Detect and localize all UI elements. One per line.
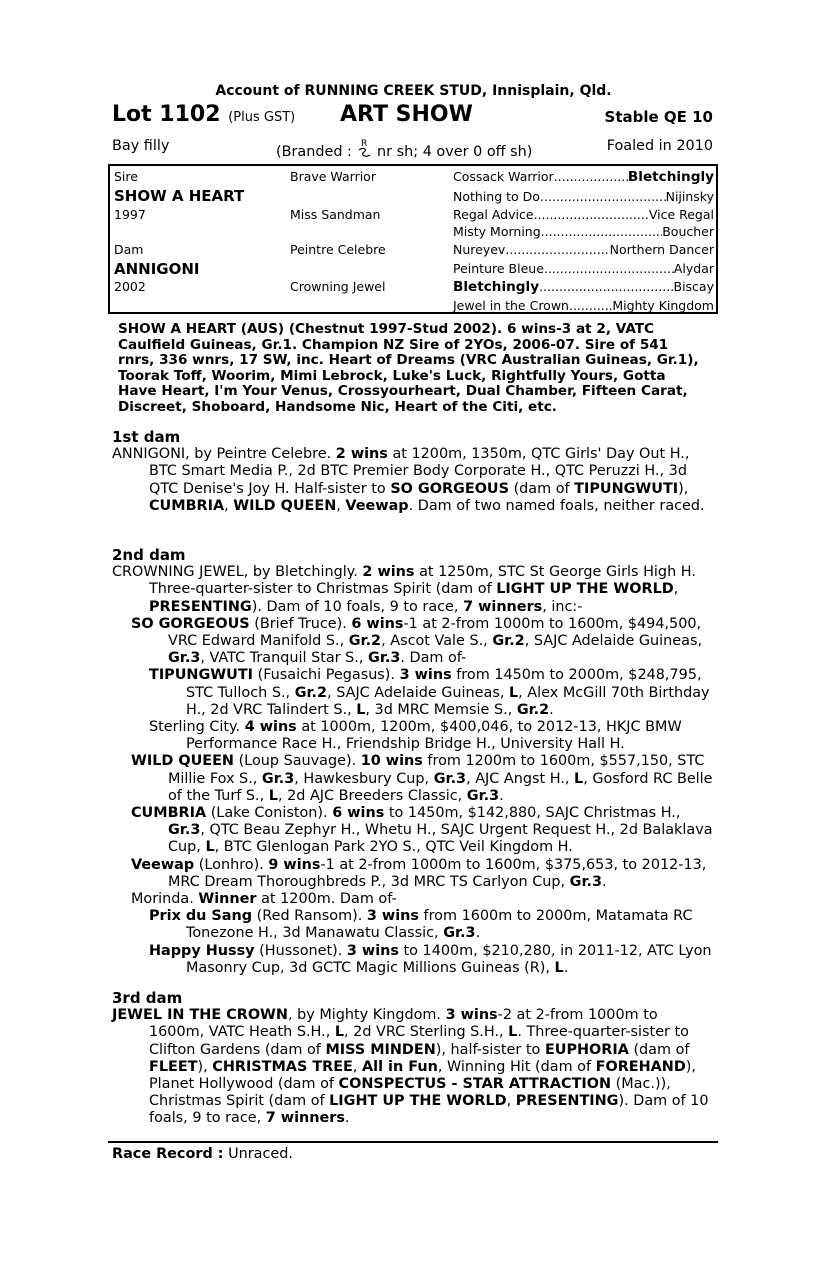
- progeny-tipungwuti: TIPUNGWUTI (Fusaichi Pegasus). 3 wins from 1450m to 2000m, $248,795, STC Tulloch S., Gr.2, SAJC Adelaide Guineas, L, Alex McGill 70th Birthday H., 2d VRC Talindert S., L, 3d MRC Memsie S., Gr.2.: [149, 667, 710, 718]
- grandparent-row: Bletchingly ..... Biscay: [453, 279, 714, 295]
- second-dam-section: [112, 547, 714, 977]
- dam-year: 2002: [114, 279, 146, 294]
- pedigree-table: [108, 164, 718, 314]
- second-dam-intro: CROWNING JEWEL, by Bletchingly. 2 wins at 1250m, STC St George Girls High H. Three-quarter-sister to Christmas Spirit (dam of LIGHT UP THE WORLD, PRESENTING). Dam of 10 foals, 9 to race, 7 winners, inc:-: [112, 564, 696, 615]
- progeny-cumbria: CUMBRIA (Lake Coniston). 6 wins to 1450m, $142,880, SAJC Christmas H., Gr.3, QTC Beau Zephyr H., Whetu H., SAJC Urgent Request H., 2d Balaklava Cup, L, BTC Glenlogan Park 2YO S., QTC Veil Kingdom H.: [131, 805, 713, 856]
- dam-name: ANNIGONI: [114, 260, 200, 278]
- brand-suffix: nr sh; 4 over 0 off sh): [377, 144, 533, 160]
- second-dam-heading: 2nd dam: [112, 546, 186, 564]
- progeny-happy-hussy: Happy Hussy (Hussonet). 3 wins to 1400m, $210,280, in 2011-12, ATC Lyon Masonry Cup, 3d GCTC Magic Millions Guineas (R), L.: [149, 942, 712, 976]
- grandparent-row: Regal Advice ..... Vice Regal: [453, 207, 714, 222]
- progeny-so-gorgeous: SO GORGEOUS (Brief Truce). 6 wins-1 at 2-from 1000m to 1600m, $494,500, VRC Edward Manifold S., Gr.2, Ascot Vale S., Gr.2, SAJC Adelaide Guineas, Gr.3, VATC Tranquil Star S., Gr.3. Dam of-: [131, 615, 703, 667]
- progeny-prix-du-sang: Prix du Sang (Red Ransom). 3 wins from 1600m to 2000m, Matamata RC Tonezone H., 3d Manawatu Classic, Gr.3.: [149, 908, 693, 942]
- first-dam-section: [112, 429, 714, 515]
- svg-text:R: R: [361, 139, 368, 149]
- third-dam-section: [112, 990, 714, 1128]
- grandparent-row: Peinture Bleue ..... Alydar: [453, 261, 714, 276]
- sire-sire: Brave Warrior: [290, 169, 376, 184]
- brand-prefix: (Branded :: [276, 144, 352, 160]
- brand-mark-icon: [356, 138, 372, 160]
- third-dam-text: JEWEL IN THE CROWN, by Mighty Kingdom. 3 wins-2 at 2-from 1000m to 1600m, VATC Heath S.H., L, 2d VRC Sterling S.H., L. Three-quarter-sister to Clifton Gardens (dam of MISS MINDEN), half-sister to EUPHORIA (dam of FLEET), CHRISTMAS TREE, All in Fun, Winning Hit (dam of FOREHAND), Planet Hollywood (dam of CONSPECTUS - STAR ATTRACTION (Mac.)), Christmas Spirit (dam of LIGHT UP THE WORLD, PRESENTING). Dam of 10 foals, 9 to race, 7 winners.: [112, 1007, 709, 1127]
- horse-name: ART SHOW: [340, 102, 473, 127]
- sire-dam: Miss Sandman: [290, 207, 381, 222]
- grandparent-row: Cossack Warrior ..... Bletchingly: [453, 169, 714, 185]
- grandparent-row: Misty Morning ..... Boucher: [453, 224, 714, 239]
- divider: [108, 1141, 718, 1143]
- progeny-wild-queen: WILD QUEEN (Loup Sauvage). 10 wins from 1200m to 1600m, $557,150, STC Millie Fox S., Gr.3, Hawkesbury Cup, Gr.3, AJC Angst H., L, Gosford RC Belle of the Turf S., L, 2d AJC Breeders Classic, Gr.3.: [131, 753, 713, 804]
- dam-dam: Crowning Jewel: [290, 279, 386, 294]
- dam-label: Dam: [114, 242, 144, 257]
- account-line: Account of RUNNING CREEK STUD, Innisplain, Qld.: [215, 83, 612, 99]
- first-dam-text: ANNIGONI, by Peintre Celebre. 2 wins at 1200m, 1350m, QTC Girls' Day Out H., BTC Smart Media P., 2d BTC Premier Body Corporate H., QTC Peruzzi H., 3d QTC Denise's Joy H. Half-sister to SO GORGEOUS (dam of TIPUNGWUTI), CUMBRIA, WILD QUEEN, Veewap. Dam of two named foals, neither raced.: [112, 446, 705, 514]
- sire-name: SHOW A HEART: [114, 187, 245, 205]
- grandparent-row: Nothing to Do ..... Nijinsky: [453, 189, 714, 204]
- grandparent-row: Jewel in the Crown ..... Mighty Kingdom: [453, 298, 714, 313]
- lot-label: Lot 1102: [112, 102, 221, 127]
- gst-note: (Plus GST): [228, 110, 296, 125]
- lot-number: [112, 102, 295, 127]
- race-record-label: Race Record :: [112, 1146, 224, 1162]
- horse-sex: Bay filly: [112, 138, 170, 154]
- sire-year: 1997: [114, 207, 146, 222]
- grandparent-row: Nureyev ..... Northern Dancer: [453, 242, 714, 257]
- stable-label: Stable QE 10: [604, 108, 713, 126]
- sire-summary: SHOW A HEART (AUS) (Chestnut 1997-Stud 2002). 6 wins-3 at 2, VATC Caulfield Guineas, Gr.1. Champion NZ Sire of 2YOs, 2006-07. Sire of 541 rnrs, 336 wnrs, 17 SW, inc. Heart of Dreams (VRC Australian Guineas, Gr.1), Toorak Toff, Woorim, Mimi Lebrock, Luke's Luck, Rightfully Yours, Gotta Have Heart, I'm Your Venus, Crossyourheart, Dual Chamber, Fifteen Carat, Discreet, Shoboard, Handsome Nic, Heart of the Citi, etc.: [118, 321, 699, 415]
- progeny-veewap: Veewap (Lonhro). 9 wins-1 at 2-from 1000m to 1600m, $375,653, to 2012-13, MRC Dream Thoroughbreds P., 3d MRC TS Carlyon Cup, Gr.3.: [131, 856, 707, 890]
- progeny-morinda: Morinda. Winner at 1200m. Dam of-: [131, 891, 397, 908]
- sire-label: Sire: [114, 169, 138, 184]
- race-record-value: Unraced.: [228, 1146, 293, 1162]
- foaled-year: Foaled in 2010: [606, 138, 713, 154]
- brand-info: [276, 138, 532, 160]
- progeny-sterling-city: Sterling City. 4 wins at 1000m, 1200m, $400,046, to 2012-13, HKJC BMW Performance Race H., Friendship Bridge H., University Hall H.: [149, 719, 682, 753]
- race-record: [112, 1146, 293, 1162]
- third-dam-heading: 3rd dam: [112, 989, 183, 1007]
- first-dam-heading: 1st dam: [112, 428, 181, 446]
- dam-sire: Peintre Celebre: [290, 242, 386, 257]
